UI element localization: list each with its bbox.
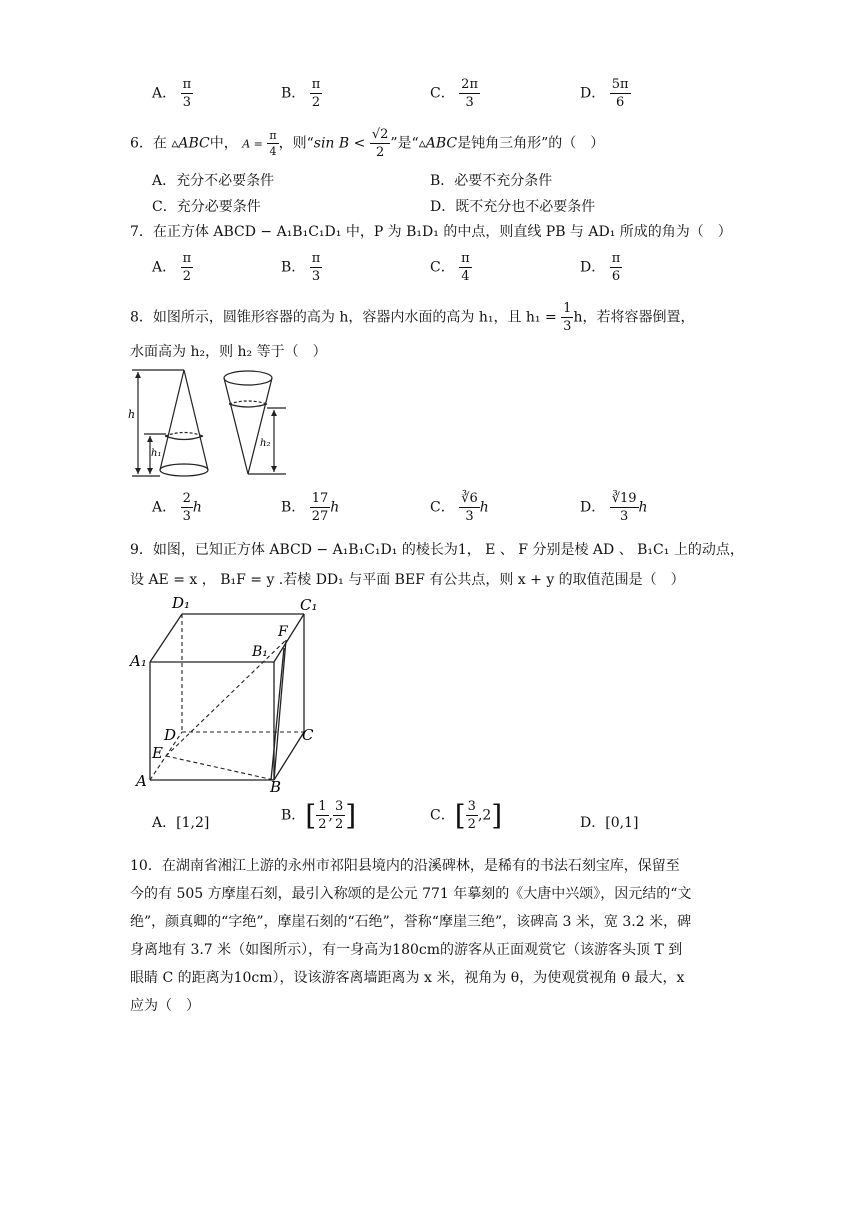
q7-option-d[interactable]: D． $\frac{\pi}{6}$	[580, 251, 621, 284]
cube-figure	[128, 590, 328, 794]
label-b: B	[270, 778, 282, 794]
fraction: $\frac{√2}{2}$	[371, 127, 389, 160]
label-e: E	[152, 744, 163, 762]
q10-line-6: 应为（ ）	[130, 998, 200, 1014]
q9-stem-line1: 9．如图，已知正方体 ABCD − A₁B₁C₁D₁ 的棱长为1， E 、 F 分别是棱 AD 、 B₁C₁ 上的动点，	[130, 542, 744, 558]
q9-option-c[interactable]: C．[ $\frac{3}{2}$ ,2]	[430, 798, 503, 832]
label-d: D	[164, 726, 177, 744]
fraction: $\frac{\pi}{3}$	[311, 251, 321, 284]
q7-option-b[interactable]: B． $\frac{\pi}{3}$	[281, 251, 321, 284]
q7-option-c[interactable]: C． $\frac{\pi}{4}$	[430, 251, 470, 284]
label-c1: C₁	[300, 596, 318, 614]
fraction: $\frac{1}{3}$	[563, 301, 572, 334]
q10-line-4: 身离地有 3.7 米（如图所示），有一身高为180cm的游客从正面观赏它（该游客头顶 T 到	[130, 942, 683, 958]
q8-option-d[interactable]: D． $\frac{∛19}{3}$ h	[580, 491, 648, 524]
fraction: $\frac{1}{2}$	[318, 799, 327, 832]
fraction: $\frac{3}{2}$	[334, 799, 344, 832]
q8-stem-line2: 水面高为 h₂，则 h₂ 等于（ ）	[130, 344, 327, 360]
fraction: $\frac{\pi}{3}$	[182, 77, 192, 110]
fraction: $\frac{2\pi}{3}$	[461, 77, 478, 110]
label-a1: A₁	[130, 652, 147, 670]
q8-option-a[interactable]: A． $\frac{2}{3}$ h	[152, 491, 202, 524]
label-h: h	[128, 408, 136, 421]
q6-option-b[interactable]: B．必要不充分条件	[430, 173, 553, 189]
fraction: $\frac{\pi}{2}$	[311, 77, 321, 110]
q8-stem-line1: 8．如图所示，圆锥形容器的高为 h，容器内水面的高为 h₁，且 h₁ = $\frac{1}{3}$ h，若将容器倒置，	[130, 301, 695, 334]
q5-option-c[interactable]: C． $\frac{2\pi}{3}$	[430, 77, 478, 110]
fraction: $\frac{∛19}{3}$	[611, 491, 637, 524]
label-d1: D₁	[172, 594, 191, 612]
q5-option-b[interactable]: B． $\frac{\pi}{2}$	[281, 77, 321, 110]
q8-option-c[interactable]: C． $\frac{∛6}{3}$ h	[430, 491, 489, 524]
q9-option-d[interactable]: D．[0,1]	[580, 815, 639, 831]
fraction: $\frac{3}{2}$	[467, 799, 476, 832]
fraction: $\frac{\pi}{4}$	[461, 251, 470, 284]
fraction: $\frac{\pi}{2}$	[182, 251, 192, 284]
label-b1: B₁	[252, 644, 268, 660]
q9-option-a[interactable]: A．[1,2]	[152, 815, 210, 831]
fraction: $\frac{\pi}{4}$	[269, 129, 277, 158]
label-c: C	[302, 726, 314, 744]
fraction: $\frac{2}{3}$	[182, 491, 191, 524]
fraction: $\frac{\pi}{6}$	[611, 251, 621, 284]
q9-stem-line2: 设 AE = x ， B₁F = y .若棱 DD₁ 与平面 BEF 有公共点，则 x + y 的取值范围是（ ）	[130, 572, 685, 588]
q10-line-3: 绝”，颜真卿的“字绝”，摩崖石刻的“石绝”，誉称“摩崖三绝”，该碑高 3 米，宽 3.2 米，碑	[130, 914, 692, 930]
label-h2: h₂	[260, 438, 271, 449]
q6-option-a[interactable]: A．充分不必要条件	[152, 173, 275, 189]
fraction: $\frac{∛6}{3}$	[461, 491, 478, 524]
label-a: A	[136, 772, 147, 790]
q6-option-d[interactable]: D．既不充分也不必要条件	[430, 199, 596, 215]
q6-option-c[interactable]: C．充分必要条件	[152, 199, 261, 215]
q8-option-b[interactable]: B． $\frac{17}{27}$ h	[281, 491, 340, 524]
cone-figure	[126, 366, 296, 484]
q10-line-1: 10．在湖南省湘江上游的永州市祁阳县境内的沿溪碑林，是稀有的书法石刻宝库，保留至	[130, 858, 680, 874]
q7-option-a[interactable]: A． $\frac{\pi}{2}$	[152, 251, 192, 284]
q10-line-5: 眼睛 C 的距离为10cm），设该游客离墙距离为 x 米，视角为 θ，为使观赏视角 θ 最大，x	[130, 970, 685, 986]
q7-stem: 7．在正方体 ABCD − A₁B₁C₁D₁ 中，P 为 B₁D₁ 的中点，则直线 PB 与 AD₁ 所成的角为（ ）	[130, 224, 732, 240]
fraction: $\frac{17}{27}$	[311, 491, 329, 524]
q6-stem: 6．在 ▵ABC中， A = $\frac{\pi}{4}$ ，则“sin B < $\frac{√2}{2}$ ”是“▵ABC是钝角三角形”的（ ）	[130, 127, 605, 160]
q5-option-d[interactable]: D． $\frac{5\pi}{6}$	[580, 77, 629, 110]
fraction: $\frac{5\pi}{6}$	[611, 77, 629, 110]
q5-option-a[interactable]: A． $\frac{\pi}{3}$	[152, 77, 192, 110]
label-h1: h₁	[151, 448, 162, 459]
q9-option-b[interactable]: B．[ $\frac{1}{2}$ , $\frac{3}{2}$ ]	[281, 798, 357, 832]
label-f: F	[278, 624, 288, 640]
q10-line-2: 今的有 505 方摩崖石刻，最引入称颂的是公元 771 年摹刻的《大唐中兴颂》，因元结的“文	[130, 886, 692, 902]
